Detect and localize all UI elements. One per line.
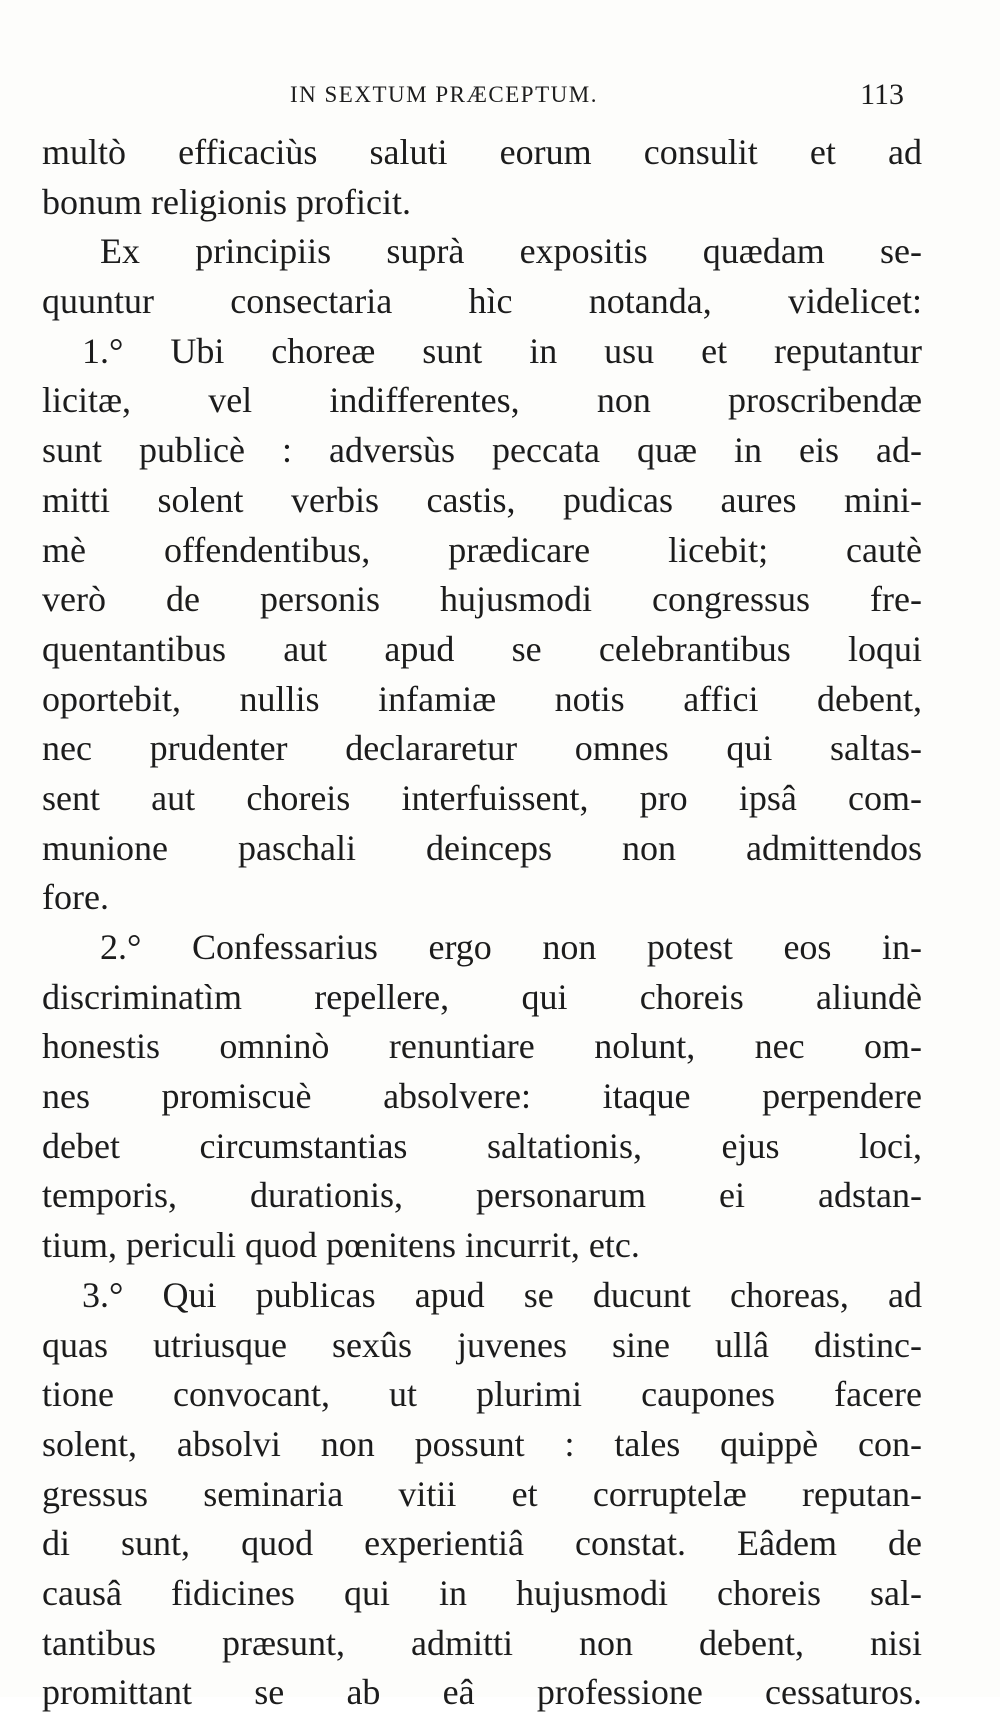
text-line: tione convocant, ut plurimi caupones facere [42, 1374, 922, 1415]
text-line: fore. [42, 877, 109, 918]
body-text [42, 128, 922, 1718]
text-line: gressus seminaria vitii et corruptelæ reputan- [42, 1473, 922, 1514]
text-line: munione paschali deinceps non admittendos [42, 827, 922, 868]
paragraph-start-line: Ex principiis suprà expositis quædam se- [100, 231, 922, 272]
text-line: temporis, durationis, personarum ei adstan- [42, 1175, 922, 1216]
text-line: discriminatìm repellere, qui choreis aliundè [42, 976, 922, 1017]
text-line: sent aut choreis interfuissent, pro ipsâ com- [42, 777, 922, 818]
text-line: oportebit, nullis infamiæ notis affici debent, [42, 678, 922, 719]
text-line: quas utriusque sexûs juvenes sine ullâ distinc- [42, 1324, 922, 1365]
text-line: tantibus præsunt, admitti non debent, nisi [42, 1622, 922, 1663]
text-line: multò efficaciùs saluti eorum consulit et ad [42, 132, 922, 172]
text-line: nes promiscuè absolvere: itaque perpendere [42, 1076, 922, 1117]
paragraph-start-line: 1.° Ubi choreæ sunt in usu et reputantur [82, 330, 922, 371]
text-line: tium, periculi quod pœnitens incurrit, etc. [42, 1225, 640, 1266]
text-line: bonum religionis proficit. [42, 181, 411, 222]
text-line: quuntur consectaria hìc notanda, videlicet: [42, 281, 922, 322]
running-head [0, 76, 1000, 116]
text-line: debet circumstantias saltationis, ejus loci, [42, 1125, 922, 1166]
text-line: nec prudenter declararetur omnes qui saltas- [42, 728, 922, 769]
text-line: verò de personis hujusmodi congressus fre- [42, 579, 922, 620]
text-line: mè offendentibus, prædicare licebit; cautè [42, 529, 922, 570]
text-line: causâ fidicines qui in hujusmodi choreis sal- [42, 1572, 922, 1613]
page-number: 113 [860, 78, 904, 111]
text-line: quentantibus aut apud se celebrantibus loqui [42, 628, 922, 669]
text-line: solent, absolvi non possunt : tales quippè con- [42, 1423, 922, 1464]
text-line: promittant se ab eâ professione cessaturos. [42, 1672, 922, 1713]
text-line: di sunt, quod experientiâ constat. Eâdem de [42, 1523, 922, 1564]
text-line: honestis omninò renuntiare nolunt, nec om- [42, 1026, 922, 1067]
paragraph-start-line: 3.° Qui publicas apud se ducunt choreas, ad [82, 1274, 922, 1315]
text-line: sunt publicè : adversùs peccata quæ in eis ad- [42, 430, 922, 471]
running-title: IN SEXTUM PRÆCEPTUM. [290, 82, 598, 107]
paragraph-start-line: 2.° Confessarius ergo non potest eos in- [100, 927, 922, 967]
text-line: mitti solent verbis castis, pudicas aures mini- [42, 479, 922, 520]
text-line: licitæ, vel indifferentes, non proscribendæ [42, 380, 922, 421]
